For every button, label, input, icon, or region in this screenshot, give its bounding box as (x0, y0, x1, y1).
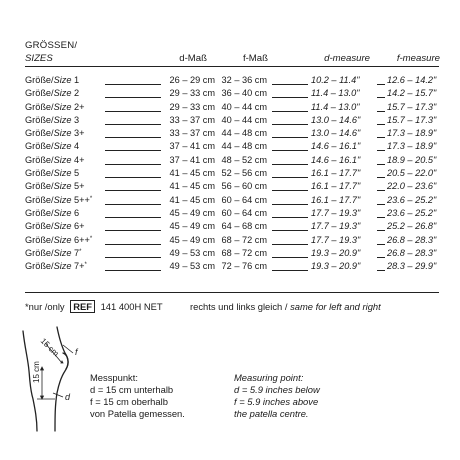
size-label-en: Size (53, 88, 72, 99)
size-footnote-mark: * (84, 262, 87, 269)
leader-line (272, 97, 308, 98)
leader-line (377, 177, 385, 178)
article-number: 141 400H NET (100, 301, 163, 312)
size-number: 5++ (74, 194, 90, 205)
label-d: d (65, 392, 71, 402)
leader-line (377, 111, 385, 112)
table-row (25, 180, 445, 193)
size-label-de: Größe/ (25, 101, 54, 112)
leader-line (272, 204, 308, 205)
f-value: 44 – 48 cm (221, 128, 267, 139)
f-value: 40 – 44 cm (221, 101, 267, 112)
leader-line (105, 230, 161, 231)
d-value: 41 – 45 cm (169, 168, 215, 179)
leader-line (272, 150, 308, 151)
leader-line (377, 204, 385, 205)
size-label-de: Größe/ (25, 88, 54, 99)
measuring-en-line: the patella centre. (234, 408, 309, 419)
leader-line (377, 244, 385, 245)
leader-line (377, 137, 385, 138)
d-value: 49 – 53 cm (169, 261, 215, 272)
leader-line (272, 270, 308, 271)
f-value: 36 – 40 cm (221, 88, 267, 99)
size-number: 3 (74, 114, 80, 125)
size-label-en: Size (53, 247, 72, 258)
f-value: 60 – 64 cm (221, 207, 267, 218)
size-number: 7 (74, 247, 80, 258)
measuring-point-de (90, 372, 185, 420)
d-value: 41 – 45 cm (169, 194, 215, 205)
d-value: 45 – 49 cm (169, 234, 215, 245)
ref-badge: REF (70, 300, 95, 313)
f-measure-value: 26.8 – 28.3" (387, 247, 437, 258)
column-header-f-measure: f-measure (396, 53, 440, 64)
leader-line (105, 204, 161, 205)
table-row (25, 101, 445, 114)
measuring-en-line: f = 5.9 inches above (234, 396, 319, 407)
f-measure-value: 18.9 – 20.5" (387, 154, 437, 165)
size-label-en: Size (53, 128, 72, 139)
header-divider (25, 66, 439, 67)
label-15cm-top: 15 cm (38, 336, 61, 359)
measuring-point-en (234, 372, 320, 420)
leader-line (105, 150, 161, 151)
table-row (25, 234, 445, 247)
leader-line (105, 257, 161, 258)
f-measure-value: 20.5 – 22.0" (387, 168, 437, 179)
size-label (25, 127, 85, 140)
leader-line (105, 164, 161, 165)
table-row (25, 207, 445, 220)
size-label (25, 220, 85, 233)
column-header-f: f-Maß (242, 53, 268, 64)
size-label (25, 234, 92, 247)
leader-line (272, 244, 308, 245)
size-label-en: Size (53, 168, 72, 179)
size-label-en: Size (53, 75, 72, 85)
size-label (25, 260, 87, 273)
leader-line (272, 230, 308, 231)
size-footnote-mark: * (79, 248, 82, 255)
size-label (25, 101, 85, 114)
leader-line (272, 124, 308, 125)
size-label (25, 167, 79, 180)
size-label-de: Größe/ (25, 114, 54, 125)
f-measure-value: 23.6 – 25.2" (387, 194, 437, 205)
d-measure-value: 17.7 – 19.3" (311, 234, 361, 245)
leader-line (377, 270, 385, 271)
leader-line (105, 190, 161, 191)
leader-line (105, 137, 161, 138)
table-row (25, 114, 445, 127)
f-measure-value: 12.6 – 14.2" (387, 75, 437, 85)
leader-line (377, 124, 385, 125)
column-header-d-measure: d-measure (324, 53, 370, 64)
table-row (25, 247, 445, 260)
f-value: 52 – 56 cm (221, 168, 267, 179)
size-number: 4+ (74, 154, 85, 165)
size-label-en: Size (53, 154, 72, 165)
d-measure-value: 19.3 – 20.9" (311, 247, 361, 258)
d-value: 26 – 29 cm (169, 75, 215, 85)
leader-line (272, 257, 308, 258)
measuring-de-line: f = 15 cm oberhalb (90, 396, 168, 407)
leader-line (377, 97, 385, 98)
f-measure-value: 23.6 – 25.2" (387, 207, 437, 218)
leader-line (272, 217, 308, 218)
f-value: 72 – 76 cm (221, 261, 267, 272)
d-measure-value: 10.2 – 11.4" (311, 75, 360, 85)
size-label (25, 154, 85, 167)
size-label (25, 74, 79, 87)
f-measure-value: 26.8 – 28.3" (387, 234, 437, 245)
d-value: 37 – 41 cm (169, 154, 215, 165)
leader-line (105, 177, 161, 178)
measuring-de-line: Messpunkt: (90, 372, 138, 383)
d-measure-value: 11.4 – 13.0" (311, 88, 360, 99)
size-number: 6 (74, 207, 80, 218)
f-measure-value: 22.0 – 23.6" (387, 181, 437, 192)
table-row (25, 140, 445, 153)
size-label (25, 114, 79, 127)
d-value: 37 – 41 cm (169, 141, 215, 152)
f-measure-value: 17.3 – 18.9" (387, 128, 437, 139)
table-row (25, 167, 445, 180)
f-value: 44 – 48 cm (221, 141, 267, 152)
d-value: 45 – 49 cm (169, 207, 215, 218)
size-label-en: Size (53, 207, 72, 218)
size-number: 5 (74, 168, 80, 179)
size-number: 1 (74, 75, 80, 85)
size-label (25, 87, 79, 100)
f-measure-value: 14.2 – 15.7" (387, 88, 437, 99)
size-label (25, 207, 79, 220)
size-label-en: Size (53, 234, 72, 245)
d-measure-value: 13.0 – 14.6" (311, 114, 361, 125)
size-label-en: Size (53, 114, 72, 125)
leader-line (377, 257, 385, 258)
d-value: 33 – 37 cm (169, 128, 215, 139)
d-value: 29 – 33 cm (169, 101, 215, 112)
leader-line (377, 217, 385, 218)
table-row (25, 87, 445, 100)
knee-measuring-diagram (15, 323, 95, 433)
left-right-note (190, 301, 381, 313)
leader-line (377, 164, 385, 165)
size-label-de: Größe/ (25, 247, 54, 258)
size-number: 4 (74, 141, 80, 152)
f-measure-value: 28.3 – 29.9" (387, 261, 437, 272)
size-footnote-mark: * (89, 195, 93, 202)
leader-line (272, 177, 308, 178)
size-label-de: Größe/ (25, 181, 54, 192)
size-number: 3+ (74, 128, 85, 139)
size-label-en: Size (53, 261, 72, 272)
table-row (25, 127, 445, 140)
size-label-en: Size (53, 141, 72, 152)
size-label-de: Größe/ (25, 207, 54, 218)
leader-line (105, 124, 161, 125)
d-measure-value: 16.1 – 17.7" (311, 181, 361, 192)
d-measure-value: 14.6 – 16.1" (311, 154, 361, 165)
table-row (25, 74, 445, 87)
measuring-en-line: d = 5.9 inches below (234, 384, 320, 395)
leader-line (377, 230, 385, 231)
d-measure-value: 11.4 – 13.0" (311, 101, 360, 112)
f-value: 40 – 44 cm (221, 114, 267, 125)
d-measure-value: 17.7 – 19.3" (311, 221, 361, 232)
f-measure-value: 25.2 – 26.8" (387, 221, 437, 232)
f-value: 56 – 60 cm (221, 181, 267, 192)
f-value: 68 – 72 cm (221, 234, 267, 245)
table-title-en: SIZES (25, 53, 53, 64)
leader-line (105, 270, 161, 271)
leader-line (377, 150, 385, 151)
size-number: 2 (74, 88, 80, 99)
label-15cm-bottom: 15 cm (32, 361, 41, 383)
footnote-only-text: *nur /only (25, 301, 65, 312)
size-label-en: Size (53, 181, 72, 192)
d-measure-value: 14.6 – 16.1" (311, 141, 361, 152)
f-value: 60 – 64 cm (221, 194, 267, 205)
size-label-en: Size (53, 101, 72, 112)
measuring-de-line: d = 15 cm unterhalb (90, 384, 174, 395)
d-value: 49 – 53 cm (169, 247, 215, 258)
leader-line (272, 111, 308, 112)
leader-line (377, 190, 385, 191)
size-label (25, 140, 79, 153)
size-label-en: Size (53, 221, 72, 232)
leader-line (377, 84, 385, 85)
thigh-outline-front (55, 327, 68, 431)
footnote-only (25, 301, 163, 313)
d-measure-value: 17.7 – 19.3" (311, 207, 361, 218)
left-right-de: rechts und links gleich / (190, 301, 291, 312)
leader-line (105, 84, 161, 85)
d-value: 45 – 49 cm (169, 221, 215, 232)
size-label-de: Größe/ (25, 221, 54, 232)
size-label-de: Größe/ (25, 261, 54, 272)
size-label-de: Größe/ (25, 194, 54, 205)
table-row (25, 154, 445, 167)
size-label-de: Größe/ (25, 75, 54, 85)
size-label-de: Größe/ (25, 141, 54, 152)
size-number: 6++ (74, 234, 90, 245)
label-f: f (75, 347, 78, 357)
leader-line (272, 137, 308, 138)
leader-line (105, 97, 161, 98)
leader-line (105, 111, 161, 112)
column-header-d: d-Maß (179, 53, 207, 64)
left-right-en: same for left and right (290, 301, 381, 312)
size-number: 5+ (74, 181, 85, 192)
size-label (25, 180, 85, 193)
d-measure-value: 16.1 – 17.7" (311, 194, 361, 205)
table-row (25, 220, 445, 233)
leader-line (272, 164, 308, 165)
d-value: 33 – 37 cm (169, 114, 215, 125)
d-value: 41 – 45 cm (169, 181, 215, 192)
size-label-de: Größe/ (25, 128, 54, 139)
table-row (25, 194, 445, 207)
table-title-de: GRÖSSEN/ (25, 40, 78, 51)
size-label (25, 194, 92, 207)
size-label-de: Größe/ (25, 168, 54, 179)
size-label-de: Größe/ (25, 234, 54, 245)
f-measure-value: 15.7 – 17.3" (387, 114, 437, 125)
size-table (25, 74, 445, 273)
f-value: 68 – 72 cm (221, 247, 267, 258)
f-value: 32 – 36 cm (221, 75, 267, 85)
f-measure-value: 17.3 – 18.9" (387, 141, 437, 152)
d-measure-value: 16.1 – 17.7" (311, 168, 361, 179)
size-label (25, 247, 82, 260)
footer-divider (25, 292, 439, 293)
d-measure-value: 13.0 – 14.6" (311, 128, 361, 139)
measuring-en-line: Measuring point: (234, 372, 304, 383)
f-value: 48 – 52 cm (221, 154, 267, 165)
leader-line (272, 190, 308, 191)
d-value: 29 – 33 cm (169, 88, 215, 99)
size-number: 7+ (74, 261, 85, 272)
table-row (25, 260, 445, 273)
size-number: 6+ (74, 221, 85, 232)
size-footnote-mark: * (89, 235, 93, 242)
leader-line (272, 84, 308, 85)
leader-line (105, 217, 161, 218)
leader-line (105, 244, 161, 245)
f-measure-value: 15.7 – 17.3" (387, 101, 437, 112)
size-label-de: Größe/ (25, 154, 54, 165)
measuring-de-line: von Patella gemessen. (90, 408, 185, 419)
d-measure-value: 19.3 – 20.9" (311, 261, 361, 272)
size-number: 2+ (74, 101, 85, 112)
f-value: 64 – 68 cm (221, 221, 267, 232)
size-label-en: Size (53, 194, 72, 205)
